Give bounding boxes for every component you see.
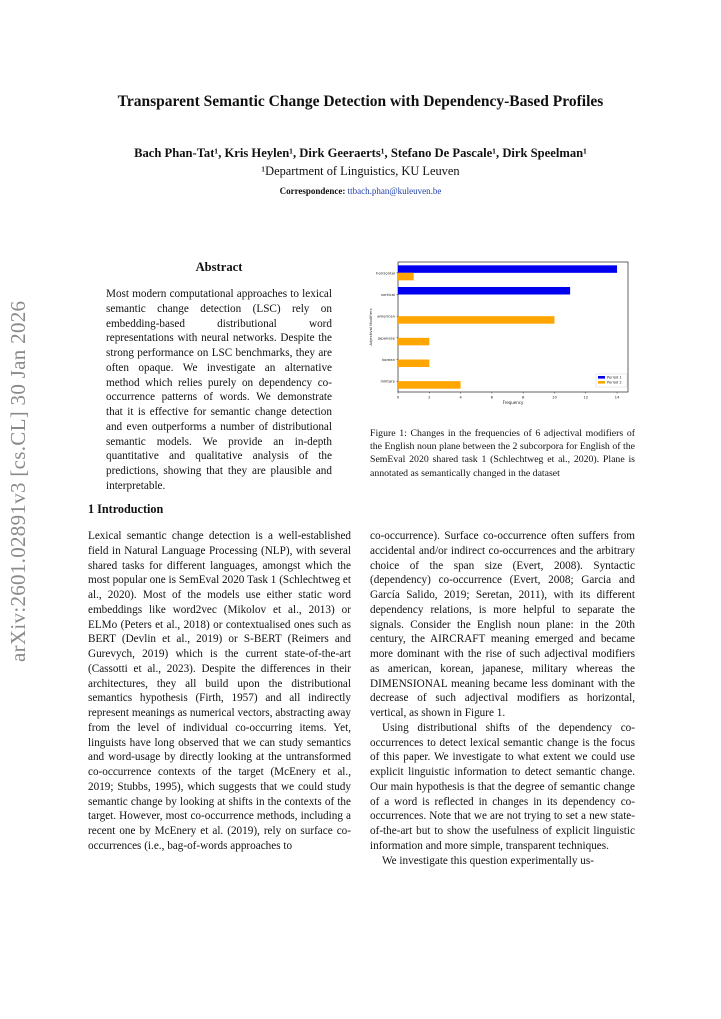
y-axis-label: Adjectival Modifiers xyxy=(368,308,373,346)
bar-period-2 xyxy=(398,338,429,346)
abstract-text: Most modern computational approaches to lexical semantic change detection (LSC) rely on embedding-based distributional word representations with neural networks. Despite the strong performance on LSC benchmarks, they are often opaque. We investigate an alternative method which relies purely on dependency co-occurrence patterns of words. We demonstrate that it is effective for semantic change detection and even outperforms a number of distributional semantic models. We provide an in-depth quantitative and qualitative analysis of the predictions, showing that they are plausible and interpretable. xyxy=(106,288,332,492)
abstract-heading: Abstract xyxy=(195,260,243,274)
correspondence xyxy=(0,186,721,196)
legend-label: Period 2 xyxy=(607,380,622,385)
x-axis-label: Frequency xyxy=(502,400,524,405)
legend-label: Period 1 xyxy=(607,375,622,380)
x-tick-label: 6 xyxy=(490,394,494,400)
arxiv-stamp: arXiv:2601.02891v3 [cs.CL] 30 Jan 2026 xyxy=(6,300,30,662)
legend-swatch xyxy=(598,381,605,384)
y-tick-label: japanese xyxy=(377,335,395,341)
x-tick-label: 12 xyxy=(583,394,589,400)
intro-paragraph: Lexical semantic change detection is a well-established field in Natural Language Processing (NLP), with several shared tasks for different languages, amongst which the most popular one is SemEval 2020 Task 1 (Schlechtweg et al., 2020). Most of the models use either static word embeddings like word2vec (Mikolov et al., 2013) or ELMo (Peters et al., 2018) or contextualised ones such as BERT (Devlin et al., 2019) or S-BERT (Reimers and Gurevych, 2019) which is the current state-of-the-art (Cassotti et al., 2023). Despite the differences in their architectures, they all build upon the distributional semantics hypothesis (Firth, 1957) and all indirectly represent meanings as numerical vectors, abstracting away from the level of individual co-occurring items. Yet, linguists have long observed that we can study semantics and word-usage by directly looking at the untransformed co-occurrence contexts of the target (McEnery et al., 2019; Stubbs, 1995), which suggests that we could study semantic change by looking at shifts in the contexts of the target. However, most co-occurrence methods, including a recent one by McEnery et al. (2019), rely on surface co-occurrences (i.e., bag-of-words approaches to xyxy=(88,530,351,852)
bar-period-2 xyxy=(398,360,429,368)
bar-period-1 xyxy=(398,287,570,295)
x-tick-label: 14 xyxy=(614,394,620,400)
intro-paragraph: We investigate this question experimentally us- xyxy=(382,854,594,867)
bar-period-2 xyxy=(398,273,414,281)
bar-period-2 xyxy=(398,316,554,324)
y-tick-label: military xyxy=(380,378,395,384)
affiliation: ¹Department of Linguistics, KU Leuven xyxy=(261,164,460,178)
email-link[interactable]: ttbach.phan@kuleuven.be xyxy=(347,186,442,196)
legend-swatch xyxy=(598,376,605,379)
y-tick-label: vertical xyxy=(380,292,395,297)
y-tick-label: horizontal xyxy=(376,270,395,276)
section-heading-introduction: 1 Introduction xyxy=(88,502,164,516)
intro-paragraph: co-occurrence). Surface co-occurrence often suffers from accidental and/or indirect co-occurrences and the arbitrary choice of the span size (Evert, 2008). Syntactic (dependency) co-occurrence (Evert, 2008; Garcia and García Salido, 2019; Seretan, 2011), with its different dependency relations, is more helpful to separate the signals. Consider the English noun plane: in the 20th century, the AIRCRAFT meaning emerged and became more dominant with the rise of such adjectival modifiers as american, korean, japanese, military whereas the DIMENSIONAL meaning became less dominant with the decrease of such adjectival modifiers as horizontal, vertical, as shown in Figure 1. xyxy=(370,530,635,719)
intro-column-2 xyxy=(370,529,635,868)
x-tick-label: 4 xyxy=(459,394,462,400)
y-tick-label: american xyxy=(377,313,395,319)
plot-frame xyxy=(398,262,628,392)
figure-caption: Figure 1: Changes in the frequencies of 6 adjectival modifiers of the English noun plane between the 2 subcorpora for English of the SemEval 2020 shared task 1 (Schlechtweg et al., 2020). Plane is annotated as semantically changed in the dataset xyxy=(370,428,635,479)
paper-title: Transparent Semantic Change Detection with Dependency-Based Profiles xyxy=(117,93,604,110)
x-tick-label: 2 xyxy=(428,394,431,400)
author-list: Bach Phan-Tat¹, Kris Heylen¹, Dirk Geeraerts¹, Stefano De Pascale¹, Dirk Speelman¹ xyxy=(134,146,587,160)
figure-1-chart xyxy=(366,258,638,418)
bar-period-1 xyxy=(398,265,617,273)
x-tick-label: 0 xyxy=(396,394,400,400)
bar-period-2 xyxy=(398,381,461,389)
correspondence-label: Correspondence: xyxy=(279,186,346,196)
y-tick-label: korean xyxy=(382,357,395,362)
intro-paragraph: Using distributional shifts of the dependency co-occurrences to detect lexical semantic change is the focus of this paper. We investigate to what extent we could use explicit linguistic information to detect semantic change. Our main hypothesis is that the degree of semantic change of a word is reflected in changes in its dependency co-occurrences. Note that we are not trying to set a new state-of-the-art but to show the usefulness of explicit linguistic information and more simple, transparent techniques. xyxy=(370,721,635,852)
intro-column-1 xyxy=(88,529,351,854)
x-tick-label: 10 xyxy=(552,394,557,400)
x-tick-label: 8 xyxy=(521,394,525,400)
